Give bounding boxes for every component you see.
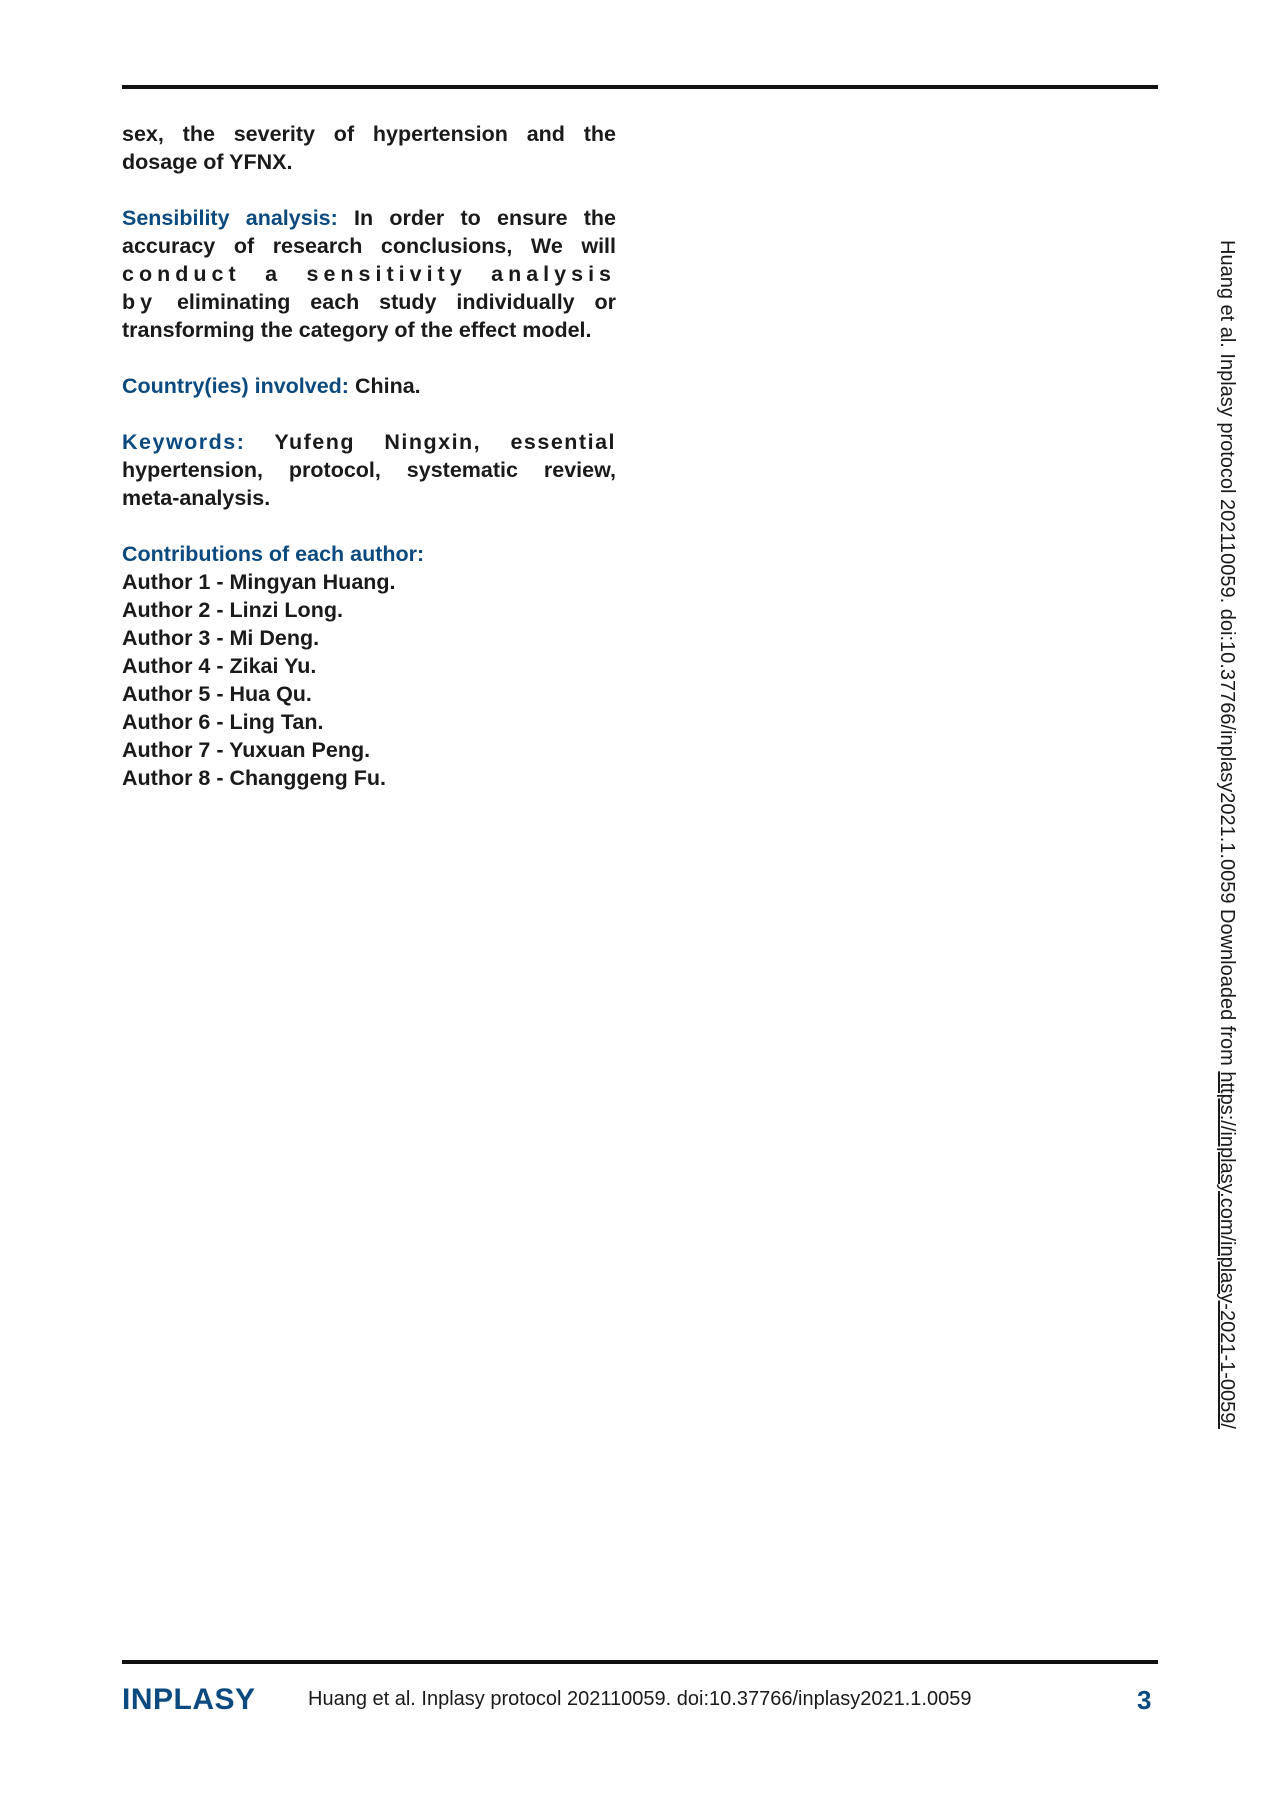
sensibility-text-2: conduct a sensitivity analysis by: [122, 262, 616, 314]
contributions-label: Contributions of each author:: [122, 542, 425, 566]
intro-paragraph: sex, the severity of hypertension and the dosage of YFNX.: [122, 122, 616, 174]
header-rule: [122, 85, 1158, 89]
footer-rule: [122, 1660, 1158, 1664]
author-item: Author 2 - Linzi Long.: [122, 598, 343, 622]
author-item: Author 6 - Ling Tan.: [122, 710, 324, 734]
author-item: Author 3 - Mi Deng.: [122, 626, 320, 650]
author-item: Author 7 - Yuxuan Peng.: [122, 738, 371, 762]
author-item: Author 4 - Zikai Yu.: [122, 654, 317, 678]
inplasy-logo: INPLASY: [122, 1683, 256, 1716]
author-item: Author 5 - Hua Qu.: [122, 682, 312, 706]
author-item: Author 1 - Mingyan Huang.: [122, 570, 396, 594]
side-download-link[interactable]: https://inplasy.com/inplasy-2021-1-0059/: [1216, 1071, 1238, 1429]
keywords-label: Keywords:: [122, 430, 246, 454]
country-label: Country(ies) involved:: [122, 374, 349, 398]
keywords-text-1: Yufeng Ningxin, essential: [245, 430, 616, 454]
sensibility-label: Sensibility analysis:: [122, 206, 338, 230]
side-download-notice: [1215, 240, 1238, 1429]
keywords-text-2: hypertension, protocol, systematic review, meta-analysis.: [122, 458, 616, 510]
page-number: 3: [1137, 1685, 1152, 1715]
keywords-paragraph: [122, 428, 616, 512]
sensibility-paragraph: [122, 204, 616, 344]
main-column: [122, 120, 616, 792]
country-paragraph: [122, 372, 616, 400]
sensibility-text-1: In order to ensure the accuracy of research conclusions, We will: [122, 206, 616, 258]
author-item: Author 8 - Changgeng Fu.: [122, 766, 386, 790]
footer-citation: Huang et al. Inplasy protocol 202110059. doi:10.37766/inplasy2021.1.0059: [308, 1688, 972, 1710]
author-list: [122, 568, 616, 792]
side-notice-text: Huang et al. Inplasy protocol 202110059. doi:10.37766/inplasy2021.1.0059 Downloaded from: [1216, 240, 1238, 1072]
sensibility-text-3: eliminating each study individually or transforming the category of the effect model.: [122, 290, 616, 342]
country-text: China.: [348, 374, 421, 398]
contributions-section: [122, 540, 616, 792]
